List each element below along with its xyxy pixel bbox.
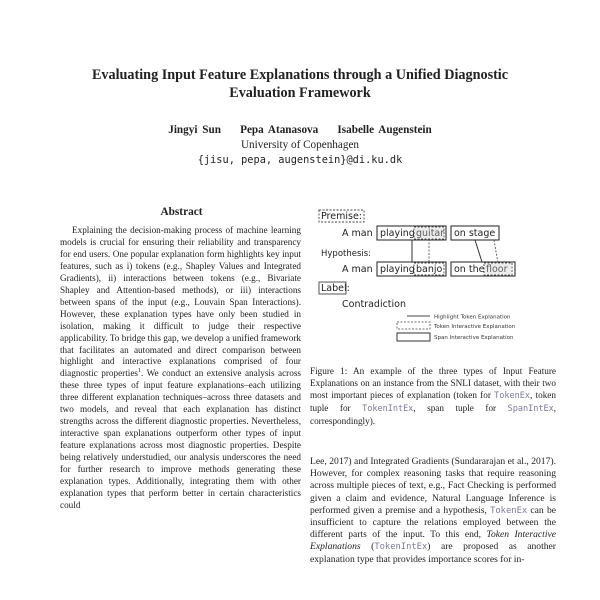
legend-3-text: Span Interactive Explanation (434, 335, 514, 341)
hypothesis-label: Hypothesis: (321, 249, 372, 259)
affiliation: University of Copenhagen (240, 139, 360, 151)
abstract-text-2: . We conduct an extensive analysis across these three types of input feature explanations–each utilizing three different explanation techniques–across three datasets and two models, and reveal that each explanation has distinct strengths across the different diagnostic properties. Nevertheless, interactive span explanations outperform other types of input feature explanations across most diagnostic properties. Despite being relatively understudied, our analysis underscores the need for further research to improve methods generating these explanation types. Additionally, integrating them with other explanation types that perform better in certain characteristics could (60, 368, 301, 510)
caption-mono-3: SpanIntEx (507, 404, 554, 414)
caption-text-4: , correspondingly). (310, 403, 556, 426)
body-mono-2: TokenIntEx (374, 542, 428, 553)
body-text-3: ( (360, 541, 375, 553)
premise-text: A man (342, 228, 373, 239)
abstract-body (60, 225, 301, 600)
legend-1-text: Highlight Token Explanation (434, 314, 511, 321)
abstract-heading: Abstract (160, 206, 203, 218)
title-line-2: Evaluation Framework (229, 85, 371, 101)
title-line-1: Evaluating Input Feature Explanations through a Unified Diagnostic (91, 67, 509, 83)
abstract-text-1: Explaining the decision-making process of machine learning models is crucial for ensuring their reliability and transparency for end users. One popular explanation form highlights key input features, such as i) tokens (e.g., Shapley Values and Integrated Gradients), ii) interactions between tokens (e.g., Bivariate Shapley and Attention-based methods), or iii) interactions between spans of the input (e.g., Louvain Span Interactions). However, these explanation types have only been studied in isolation, making it difficult to judge their respective applicability. To bridge this gap, we develop a unified framework that facilitates an automated and direct comparison between highlight and interactive explanations comprised of four diagnostic properties (60, 225, 301, 379)
figure-1 (312, 206, 556, 356)
label-value: Contradiction (342, 299, 407, 310)
body-text-4: ) are proposed as another explanation type that provides importance scores for in- (310, 541, 556, 565)
body-text-1: Lee, 2017) and Integrated Gradients (Sundararajan et al., 2017). However, for complex reasoning tasks that require reasoning across multiple pieces of text, e.g., Fact Checking is performed given a claim and evidence, Natural Language Inference is performed given a premise and a hypothesis, (310, 456, 556, 516)
body-text-right (310, 456, 556, 600)
token-link-2 (494, 240, 498, 263)
caption-mono-1: TokenEx (494, 391, 530, 401)
hypothesis-token-banjo: banjo (416, 264, 443, 275)
authors: Jingyi Sun Pepa Atanasova Isabelle Augenstein (168, 124, 432, 136)
premise-label: Premise: (321, 211, 362, 222)
hypothesis-text: A man (342, 264, 373, 275)
premise-token-playing: playing (380, 228, 415, 239)
body-mono-1: TokenEx (490, 505, 528, 516)
email: {jisu, pepa, augenstein}@di.ku.dk (197, 154, 403, 166)
caption-mono-2: TokenIntEx (362, 404, 414, 414)
highlight-floor (485, 264, 511, 274)
caption-text-3: , span tuple for (413, 403, 508, 413)
hypothesis-token-floor: floor (486, 264, 508, 275)
caption-text-1: Figure 1: An example of the three types of Input Feature Explanations on an instance from the SNLI dataset, with their two most important pieces of explanation (token for (310, 366, 556, 400)
legend-3-box (397, 333, 430, 341)
highlight-guitar (415, 228, 443, 238)
caption-text-2: , token tuple for (310, 390, 556, 413)
label-label: Label: (321, 283, 350, 294)
body-em-1: Token Interactive Explanations (310, 529, 556, 553)
footnote-mark: 1 (137, 368, 141, 375)
body-text-2: can be insufficient to capture the relations employed between the different parts of the input. To this end, (310, 504, 556, 541)
premise-token-onstage: on stage (454, 228, 496, 239)
legend-2-text: Token Interactive Explanation (434, 324, 516, 330)
hypothesis-token-on-the: on the (454, 264, 485, 275)
hypothesis-token-playing: playing (380, 264, 415, 275)
legend-2-box (397, 322, 430, 329)
figure-caption (310, 365, 556, 427)
paper-title (60, 66, 540, 102)
premise-token-guitar: guitar (416, 228, 445, 239)
span-link-2 (475, 240, 482, 262)
